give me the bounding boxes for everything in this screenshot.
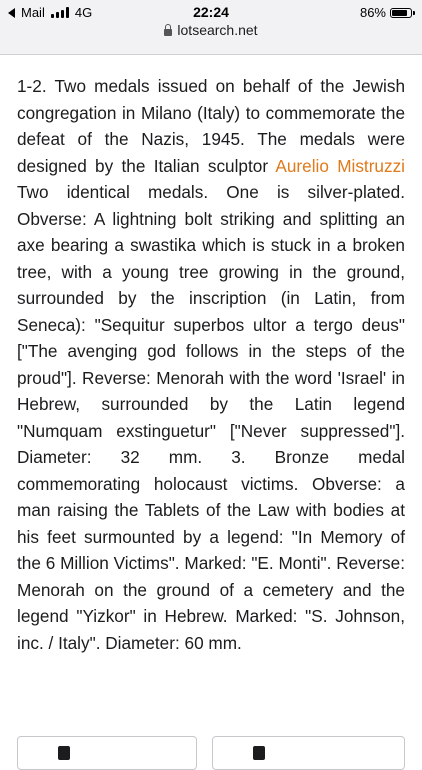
lock-icon xyxy=(164,29,172,36)
bottom-left-button[interactable] xyxy=(17,736,197,770)
battery-percent: 86% xyxy=(359,5,386,20)
network-type: 4G xyxy=(74,5,93,20)
back-app-label[interactable]: Mail xyxy=(21,5,45,20)
address-bar[interactable] xyxy=(0,22,422,38)
artist-link[interactable]: Aurelio Mistruzzi xyxy=(275,155,405,176)
contact-icon xyxy=(253,746,265,760)
description-part-2: Two identical medals. One is silver-plated. Obverse: A lightning bolt striking and splitting an axe bearing a swastika which is stuck in a broken tree, with a young tree growing in the ground, surrounded by the inscription (in Latin, from Seneca): "Sequitur superbos ultor a tergo deus" ["The avenging god follows in the steps of the proud"]. Reverse: Menorah with the word 'Israel' in Hebrew, surrounded by the Latin legend "Numquam exstinguetur" ["Never suppressed"]. Diameter: 32 mm. 3. Bronze medal commemorating holocaust victims. Obverse: a man raising the Tablets of the Law with bodies at his feet surmounted by a legend: "In Memory of the 6 Million Victims". Marked: "E. Monti". Reverse: Menorah on the ground of a cemetery and the legend "Yizkor" in Hebrew. Marked: "S. Johnson, inc. / Italy". Diameter: 60 mm. xyxy=(17,182,405,653)
status-right xyxy=(360,5,412,20)
battery-icon xyxy=(390,8,412,18)
bottom-right-button[interactable] xyxy=(212,736,405,770)
lot-content xyxy=(0,55,422,656)
status-time: 22:24 xyxy=(193,4,229,20)
lot-description xyxy=(17,73,405,656)
bookmark-icon xyxy=(58,746,70,760)
description-part-1: 1-2. Two medals issued on behalf of the Jewish congregation in Milano (Italy) to commemorate the defeat of the Nazis, 1945. The medals were designed by the Italian sculptor xyxy=(17,76,405,176)
status-bar xyxy=(0,0,422,55)
url-text[interactable]: lotsearch.net xyxy=(177,22,258,38)
